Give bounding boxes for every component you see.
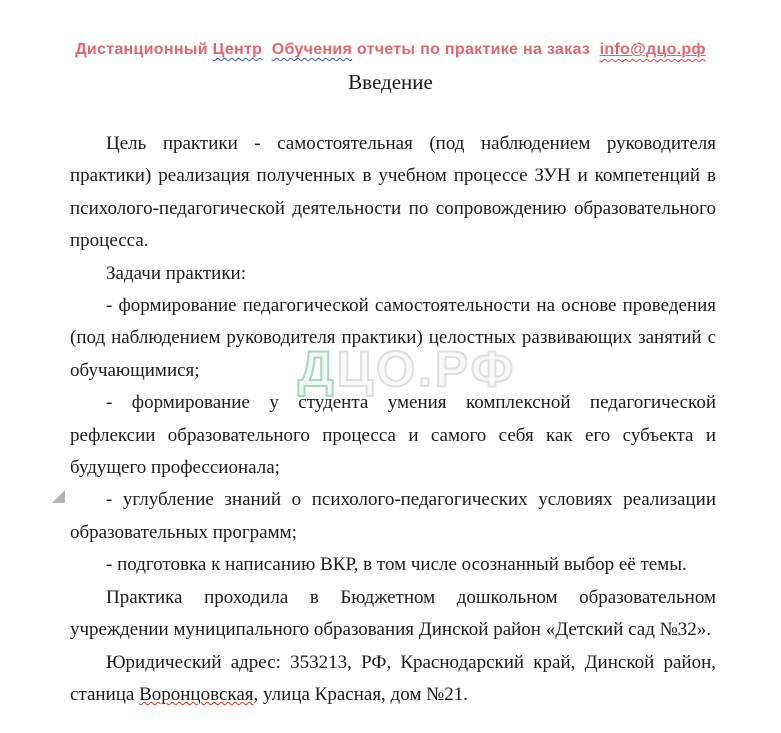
watermark-letter-green: Д (298, 341, 337, 397)
margin-triangle-icon (52, 490, 65, 503)
promo-header (0, 41, 781, 59)
paragraph (70, 549, 716, 581)
paragraph (70, 128, 716, 258)
text-segment: - формирование у студента умения комплексной педагогической рефлексии образовательного процесса и самого себя как его субъекта и будущего профессионала; (70, 392, 716, 479)
header-text-misspelled: Центр (212, 41, 263, 58)
text-segment: , улица Красная, дом №21. (253, 683, 469, 705)
text-segment: Цель практики - самостоятельная (под наблюдением руководителя практики) реализация полученных в учебном процессе ЗУН и компетенций в психолого-педагогической деятельности по сопровождению образовательного процесса. (70, 133, 716, 252)
paragraph (70, 258, 716, 290)
header-text (262, 41, 272, 58)
paragraph (70, 647, 716, 712)
email-link[interactable]: info@дцо.рф (599, 41, 706, 58)
paragraph (70, 582, 716, 647)
text-segment: Задачи практики: (106, 262, 246, 284)
text-segment: Практика проходила в Бюджетном дошкольном образовательном учреждении муниципального образования Динской район «Детский сад №32». (70, 586, 716, 641)
watermark-letters-gray: ЦО.РФ (336, 341, 517, 397)
text-segment: - подготовка к написанию ВКР, в том числе осознанный выбор её темы. (106, 554, 687, 576)
misspelled-word: Воронцовская (139, 683, 254, 705)
text-segment: Юридический адрес: 353213, РФ, Краснодарский край, Динской район, станица (70, 651, 716, 705)
header-text: Дистанционный (75, 41, 213, 58)
text-segment: - углубление знаний о психолого-педагогических условиях реализации образовательных программ; (70, 489, 716, 543)
document-body (70, 128, 716, 711)
header-text: отчеты по практике на заказ (352, 41, 600, 58)
paragraph (70, 484, 716, 549)
paragraph (70, 387, 716, 484)
paragraph (70, 290, 716, 387)
text-segment: - формирование педагогической самостоятельности на основе проведения (под наблюдением руководителя практики) целостных развивающих занятий с обучающимися; (70, 295, 716, 381)
header-text-misspelled: Обучения (271, 41, 353, 58)
page-title: Введение (348, 70, 433, 94)
